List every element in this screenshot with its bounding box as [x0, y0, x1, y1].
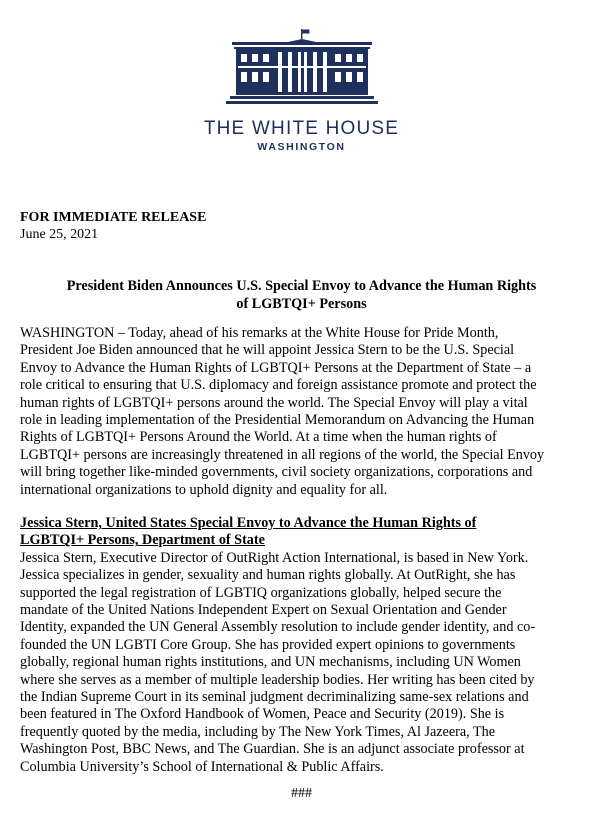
paragraph-line: Washington Post, BBC News, and The Guardian. She is an adjunct associate professor at — [20, 741, 525, 758]
paragraph-line: the Indian Supreme Court in its seminal judgment decriminalizing same-sex relations and — [20, 689, 529, 706]
end-mark: ### — [291, 786, 312, 801]
paragraph-line: role critical to ensuring that U.S. diplomacy and foreign assistance promote and protect the — [20, 377, 537, 394]
paragraph-line: human rights of LGBTQI+ persons around the world. The Special Envoy will play a vital — [20, 394, 528, 411]
paragraph-line: Columbia University’s School of International & Public Affairs. — [20, 758, 384, 775]
paragraph-line: WASHINGTON – Today, ahead of his remarks at the White House for Pride Month, — [20, 325, 499, 341]
release-date: June 25, 2021 — [20, 227, 99, 242]
paragraph-line: where she serves as a member of multiple leadership bodies. Her writing has been cited by — [20, 671, 535, 688]
paragraph-line: frequently quoted by the media, including by The New York Times, Al Jazeera, The — [20, 723, 496, 740]
paragraph-line: supported the legal registration of LGBTIQ organizations globally, helped secure the — [20, 584, 502, 601]
white-house-logo — [0, 28, 603, 108]
white-house-building-icon — [226, 28, 378, 108]
press-release-headline — [20, 277, 583, 313]
bio-heading: Jessica Stern, United States Special Envoy to Advance the Human Rights of — [20, 515, 477, 531]
bio-heading: LGBTQI+ Persons, Department of State — [20, 532, 265, 549]
intro-paragraph — [20, 325, 590, 499]
site-subtitle: WASHINGTON — [257, 141, 346, 153]
paragraph-line: founded the UN LGBTI Core Group. She has provided expert opinions to governments — [20, 636, 516, 653]
site-title: THE WHITE HOUSE — [203, 118, 400, 139]
paragraph-line: Envoy to Advance the Human Rights of LGBTQI+ Persons at the Department of State – a — [20, 359, 532, 376]
paragraph-line: Jessica Stern, Executive Director of OutRight Action International, is based in New York. — [20, 549, 529, 566]
paragraph-line: Jessica specializes in gender, sexuality and human rights globally. At OutRight, she has — [20, 567, 516, 584]
paragraph-line: globally, regional human rights institutions, and UN mechanisms, including UN Women — [20, 654, 521, 671]
paragraph-line: been featured in The Oxford Handbook of Women, Peace and Security (2019). She is — [20, 706, 505, 723]
bio-section — [20, 515, 590, 776]
headline-line: of LGBTQI+ Persons — [236, 296, 367, 312]
paragraph-line: Rights of LGBTQI+ Persons Around the World. At a time when the human rights of — [20, 429, 497, 446]
paragraph-line: role in leading implementation of the Presidential Memorandum on Advancing the Human — [20, 412, 535, 429]
paragraph-line: Identity, expanded the UN General Assembly resolution to include gender identity, and co- — [20, 619, 536, 636]
release-block — [20, 209, 206, 243]
paragraph-line: LGBTQI+ persons are increasingly threatened in all regions of the world, the Special Envoy — [20, 446, 545, 463]
paragraph-line: will bring together like-minded governments, civil society organizations, corporations and — [20, 464, 533, 481]
headline-line: President Biden Announces U.S. Special Envoy to Advance the Human Rights — [66, 278, 537, 294]
paragraph-line: President Joe Biden announced that he will appoint Jessica Stern to be the U.S. Special — [20, 342, 515, 359]
release-label: FOR IMMEDIATE RELEASE — [20, 210, 207, 225]
paragraph-line: international organizations to uphold dignity and equality for all. — [20, 481, 388, 498]
paragraph-line: mandate of the United Nations Independent Expert on Sexual Orientation and Gender — [20, 602, 507, 619]
